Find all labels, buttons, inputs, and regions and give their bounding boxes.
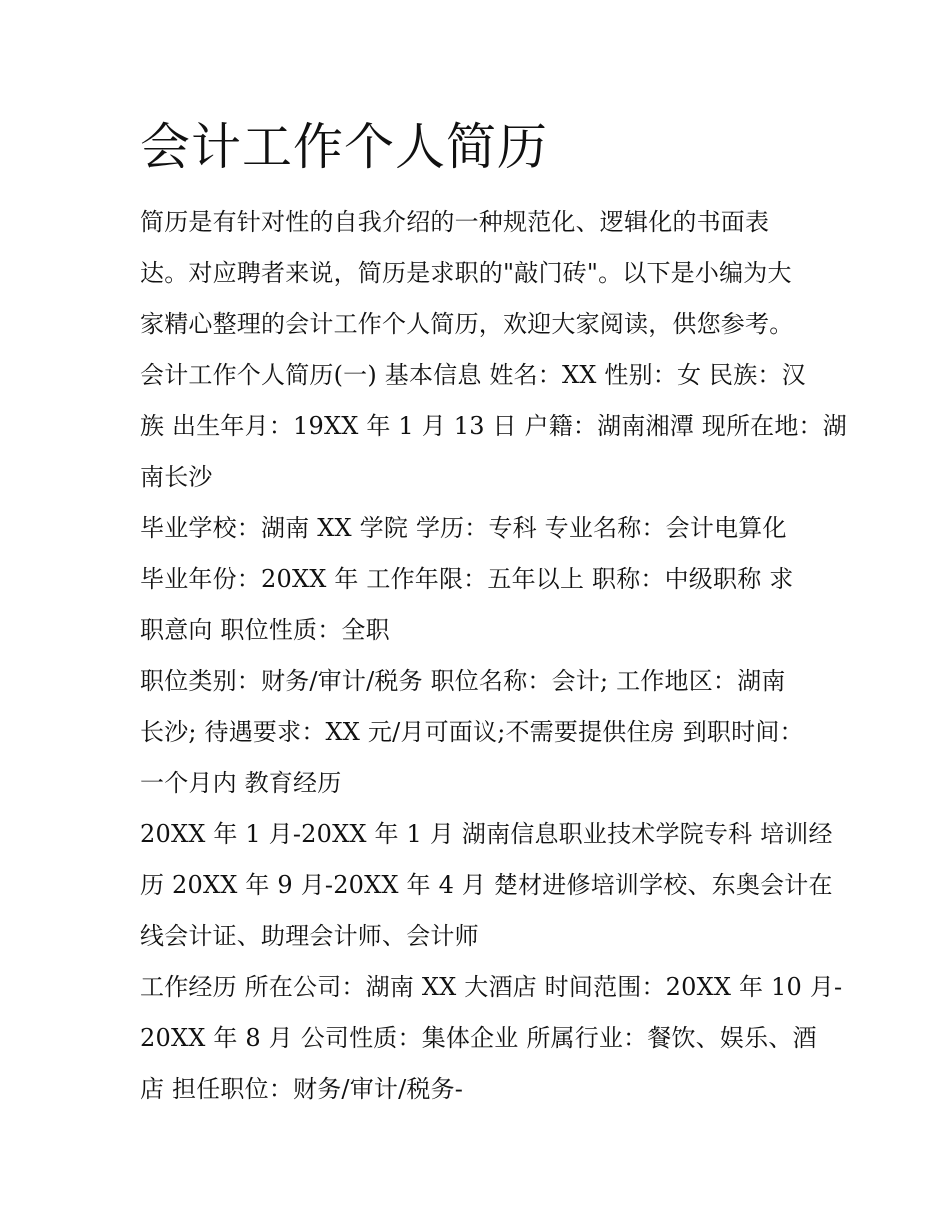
body-line-11: 长沙; 待遇要求：XX 元/月可面议;不需要提供住房 到职时间： — [140, 718, 804, 746]
document-title: 会计工作个人简历 — [140, 118, 548, 176]
body-line-12: 一个月内 教育经历 — [140, 769, 342, 797]
body-line-14: 历 20XX 年 9 月-20XX 年 4 月 楚材进修培训学校、东奥会计在 — [140, 871, 833, 899]
body-line-4: 会计工作个人简历(一) 基本信息 姓名：XX 性别：女 民族：汉 — [140, 361, 806, 389]
body-line-3: 家精心整理的会计工作个人简历，欢迎大家阅读，供您参考。 — [140, 310, 794, 338]
body-line-2: 达。对应聘者来说，简历是求职的"敲门砖"。以下是小编为大 — [140, 259, 792, 287]
body-line-7: 毕业学校：湖南 XX 学院 学历：专科 专业名称：会计电算化 — [140, 514, 787, 542]
body-line-17: 20XX 年 8 月 公司性质：集体企业 所属行业：餐饮、娱乐、酒 — [140, 1024, 817, 1052]
body-line-1: 简历是有针对性的自我介绍的一种规范化、逻辑化的书面表 — [140, 208, 770, 236]
body-line-8: 毕业年份：20XX 年 工作年限：五年以上 职称：中级职称 求 — [140, 565, 794, 593]
body-line-5: 族 出生年月：19XX 年 1 月 13 日 户籍：湖南湘潭 现所在地：湖 — [140, 412, 847, 440]
body-line-6: 南长沙 — [140, 463, 213, 491]
body-line-13: 20XX 年 1 月-20XX 年 1 月 湖南信息职业技术学院专科 培训经 — [140, 820, 833, 848]
body-line-15: 线会计证、助理会计师、会计师 — [140, 922, 479, 950]
body-line-10: 职位类别：财务/审计/税务 职位名称：会计; 工作地区：湖南 — [140, 667, 786, 695]
body-line-16: 工作经历 所在公司：湖南 XX 大酒店 时间范围：20XX 年 10 月- — [140, 973, 843, 1001]
body-line-18: 店 担任职位：财务/审计/税务- — [140, 1075, 464, 1103]
body-line-9: 职意向 职位性质：全职 — [140, 616, 390, 644]
